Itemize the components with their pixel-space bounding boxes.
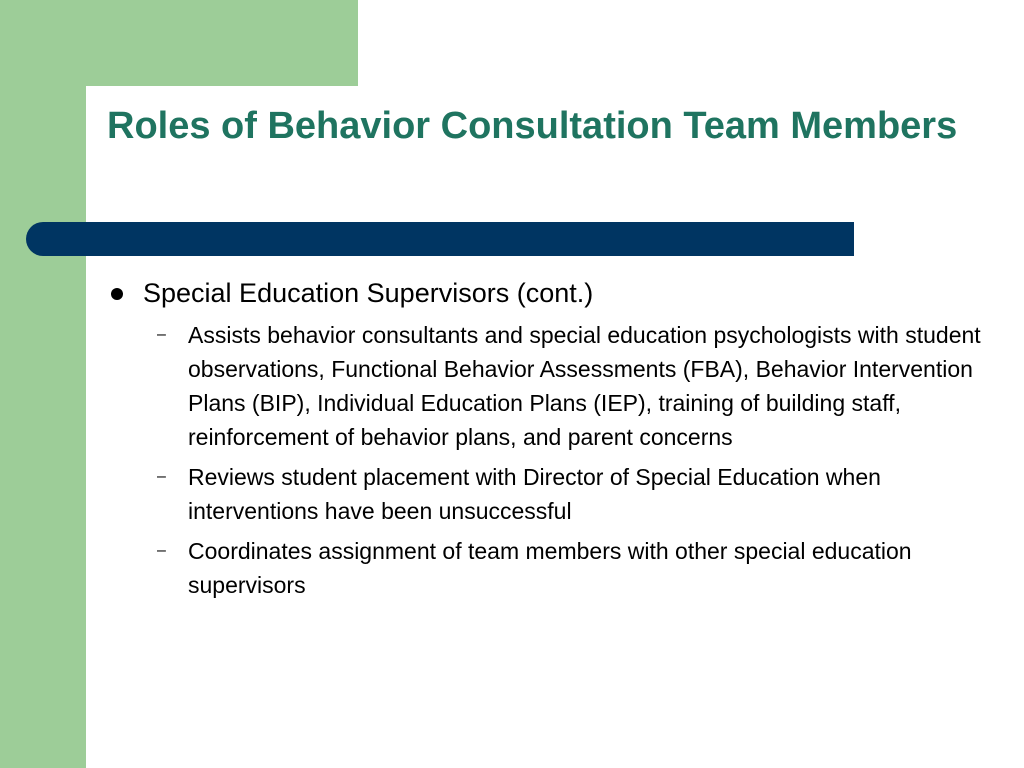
sub-bullet-item	[107, 318, 987, 454]
sub-bullet-text: Assists behavior consultants and special education psychologists with student observations, Functional Behavior Assessments (FBA), Behavior Intervention Plans (BIP), Individual Education Plans (IEP), training of building staff, reinforcement of behavior plans, and parent concerns	[188, 322, 981, 450]
green-top-band	[0, 0, 358, 86]
title-divider-bar	[26, 222, 854, 256]
slide-content	[107, 276, 987, 608]
bullet-text: Special Education Supervisors (cont.)	[143, 278, 594, 308]
sub-bullet-text: Coordinates assignment of team members with other special education supervisors	[188, 538, 912, 598]
dash-icon: –	[157, 542, 166, 559]
bullet-dot-icon	[111, 288, 123, 300]
dash-icon: –	[157, 326, 166, 343]
dash-icon: –	[157, 468, 166, 485]
sub-bullet-item	[107, 460, 987, 528]
slide-title: Roles of Behavior Consultation Team Members	[107, 105, 958, 147]
sub-bullet-text: Reviews student placement with Director of Special Education when interventions have been unsuccessful	[188, 464, 881, 524]
bullet-item	[107, 276, 987, 310]
sub-bullet-item	[107, 534, 987, 602]
green-side-band	[0, 0, 86, 768]
